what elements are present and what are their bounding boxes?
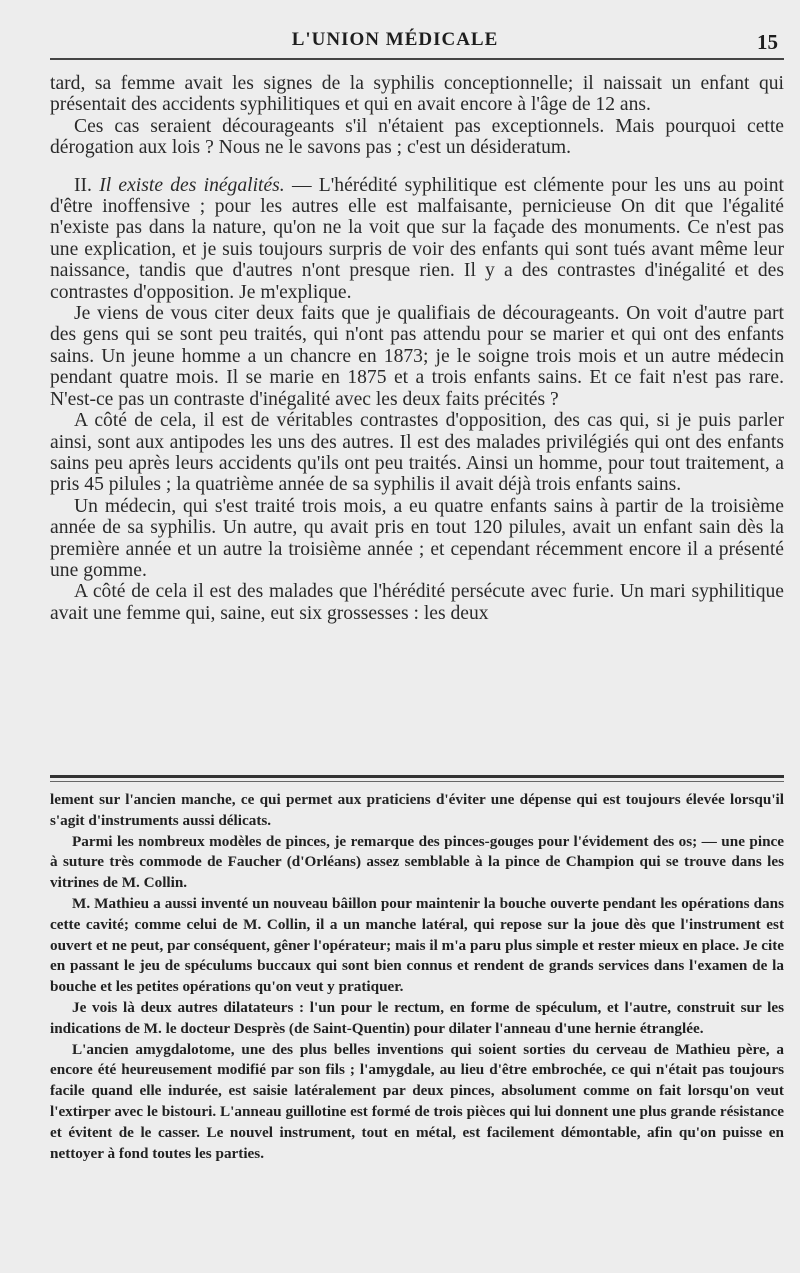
footnote-rule bbox=[50, 775, 784, 778]
footnote-paragraph: L'ancien amygdalotome, une des plus belles inventions qui soient sorties du cerveau de Mathieu père, a encore été heureusement modifié par son fils ; l'amygdale, au lieu d'être embrochée, ce qui n'était pas toujours facile quand elle indurée, est saisie latéralement par deux pinces, absolument comme on fait lorsqu'on veut l'extirper avec le bistouri. L'anneau guillotine est formé de trois pièces qui lui donnent une plus grande résistance et évitent de le casser. Le nouvel instrument, tout en métal, est facilement démontable, afin qu'on puisse en nettoyer à fond toutes les parties. bbox=[50, 1040, 784, 1162]
footnotes bbox=[50, 790, 784, 1164]
footnote-rule-thin bbox=[50, 781, 784, 782]
header-rule bbox=[50, 58, 784, 60]
paragraph: Ces cas seraient décourageants s'il n'étaient pas exceptionnels. Mais pourquoi cette dérogation aux lois ? Nous ne le savons pas ; c'est un désideratum. bbox=[50, 115, 784, 159]
section-number: II. bbox=[74, 174, 92, 196]
paragraph: Un médecin, qui s'est traité trois mois, a eu quatre enfants sains à partir de la troisième année de sa syphilis. Un autre, qu avait pris en tout 120 pilules, avait un enfant sain dès la première année et un autre la troisième année ; et cependant récemment encore il a présenté une gomme. bbox=[50, 495, 784, 581]
footnote-paragraph: lement sur l'ancien manche, ce qui permet aux praticiens d'éviter une dépense qui est toujours élevée lorsqu'il s'agit d'instruments aussi délicats. bbox=[50, 791, 784, 829]
paragraph: tard, sa femme avait les signes de la syphilis conceptionnelle; il naissait un enfant qui présentait des accidents syphilitiques et qui en avait encore à l'âge de 12 ans. bbox=[50, 73, 784, 116]
paragraph: Je viens de vous citer deux faits que je qualifiais de décourageants. On voit d'autre part des gens qui se sont peu traités, qui n'ont pas attendu pour se marier et qui ont des enfants sains. Un jeune homme a un chancre en 1873; je le soigne trois mois et un autre médecin pendant quatre mois. Il se marie en 1875 et a trois enfants sains. Et ce fait n'est pas rare. N'est-ce pas un contraste d'inégalité avec les deux faits précités ? bbox=[50, 303, 784, 410]
paragraph: A côté de cela, il est de véritables contrastes d'opposition, des cas qui, si je puis parler ainsi, sont aux antipodes les uns des autres. Il est des malades privilégiés qui ont des enfants sains peu après leurs accidents qu'ils ont peu traités. Ainsi un homme, pour tout traitement, a pris 45 pilules ; la quatrième année de sa syphilis il avait déjà trois enfants sains. bbox=[50, 410, 784, 496]
running-header bbox=[50, 0, 778, 58]
page-number: 15 bbox=[757, 30, 778, 54]
footnote-paragraph: Parmi les nombreux modèles de pinces, je remarque des pinces-gouges pour l'évidement des os; — une pince à suture très commode de Faucher (d'Orléans) assez semblable à la pince de Champion qui se trouve dans les vitrines de M. Collin. bbox=[50, 832, 784, 892]
section-title: Il existe des inégalités. bbox=[99, 174, 285, 196]
paragraph: A côté de cela il est des malades que l'hérédité persécute avec furie. Un mari syphilitique avait une femme qui, saine, eut six grossesses : les deux bbox=[50, 581, 784, 624]
footnote-paragraph: M. Mathieu a aussi inventé un nouveau bâillon pour maintenir la bouche ouverte pendant les opérations dans cette cavité; comme celui de M. Collin, il a un manche latéral, qui repose sur la joue dès que l'instrument est ouvert et ne peut, par conséquent, gêner l'opérateur; mais il m'a paru plus simple et rester mieux en place. Je cite en passant le jeu de spéculums buccaux qui sont bien connus et rendent de grands services dans l'examen de la bouche et les petites opérations qu'on veut y pratiquer. bbox=[50, 894, 784, 996]
section-paragraph bbox=[50, 175, 784, 303]
footnote-paragraph: Je vois là deux autres dilatateurs : l'un pour le rectum, en forme de spéculum, et l'autre, construit sur les indications de M. le docteur Desprès (de Saint-Quentin) pour dilater l'anneau d'une hernie étranglée. bbox=[50, 998, 784, 1037]
main-text bbox=[50, 58, 784, 624]
section-text: — L'hérédité syphilitique est clémente pour les uns au point d'être inoffensive ; pour les autres elle est malfaisante, pernicieuse On dit que l'égalité n'existe pas dans la nature, qu'on ne la voit que sur la façade des monuments. Ce n'est pas une explication, et je suis toujours surpris de voir des enfants qui sont tués avant même leur naissance, tandis que d'autres n'ont presque rien. Il y a des contrastes d'inégalité et des contrastes d'opposition. Je m'explique. bbox=[50, 174, 784, 303]
running-title: L'UNION MÉDICALE bbox=[291, 29, 499, 50]
